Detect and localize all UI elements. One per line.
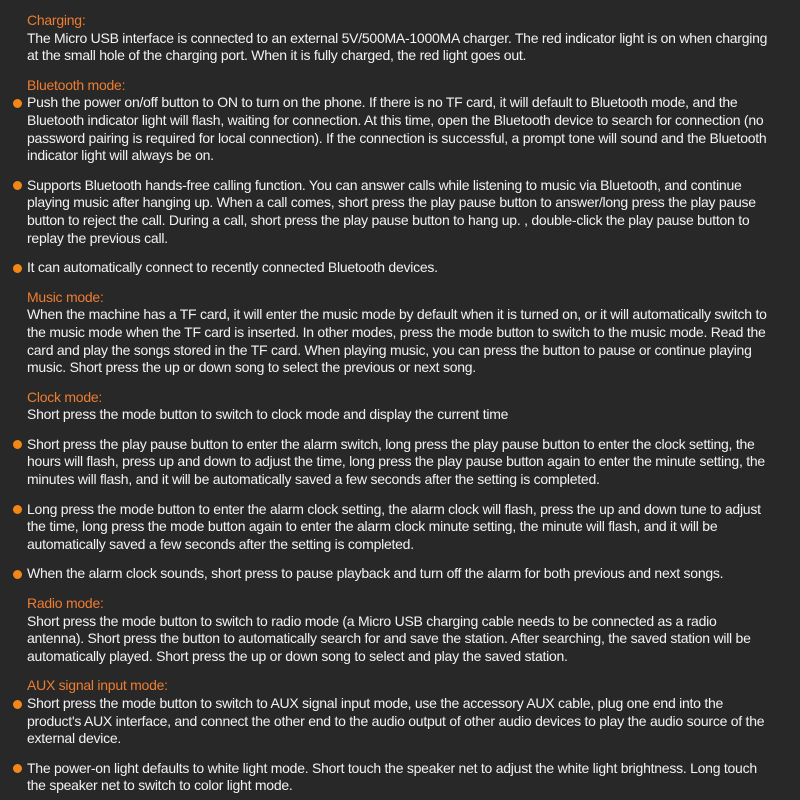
paragraph: The Micro USB interface is connected to an external 5V/500MA-1000MA charger. The red indicator light is on when charging at the small hole of the charging port. When it is fully charged, the red light goes out. — [27, 29, 768, 64]
bullet-dot-icon — [13, 440, 22, 449]
bullet-item — [27, 259, 776, 277]
section-heading: AUX signal input mode: — [27, 677, 168, 694]
bullet-item — [27, 565, 776, 583]
section-heading: Clock mode: — [27, 388, 103, 405]
bullet-item — [27, 94, 776, 164]
bullet-text: Short press the play pause button to enter the alarm switch, long press the play pause button to enter the clock setting, the hours will flash, press up and down to adjust the time, long press the play pause button again to enter the minute setting, the minutes will flash, and it will be automatically saved a few seconds after the setting is completed. — [27, 435, 765, 488]
paragraph: When the machine has a TF card, it will enter the music mode by default when it is turned on, or it will automatically switch to the music mode when the TF card is inserted. In other modes, press the mode button to switch to the music mode. Read the card and play the songs stored in the TF card. When playing music, you can press the button to pause or continue playing music. Short press the up or down song to select the previous or next song. — [27, 306, 767, 376]
bullet-text: The power-on light defaults to white light mode. Short touch the speaker net to adjust the white light brightness. Long touch the speaker net to switch to color light mode. — [27, 759, 757, 794]
paragraph: Short press the mode button to switch to clock mode and display the current time — [27, 406, 509, 423]
bullet-text: Supports Bluetooth hands-free calling function. You can answer calls while listening to music via Bluetooth, and continue playing music after hanging up. When a call comes, short press the play pause button to answer/long press the play pause button to reject the call. During a call, short press the play pause button to hang up. , double-click the play pause button to replay the previous call. — [27, 176, 756, 246]
bullet-text: Long press the mode button to enter the alarm clock setting, the alarm clock will flash, press the up and down tune to adjust the time, long press the mode button again to enter the alarm clock minute setting, the minute will flash, and it will be automatically saved a few seconds after the setting is completed. — [27, 500, 761, 552]
bullet-dot-icon — [13, 700, 22, 709]
bullet-item — [27, 501, 776, 554]
bullet-dot-icon — [13, 264, 22, 273]
section-heading: Bluetooth mode: — [27, 76, 126, 93]
section-heading: Music mode: — [27, 288, 104, 305]
bullet-dot-icon — [13, 99, 22, 108]
bullet-text: It can automatically connect to recently connected Bluetooth devices. — [27, 259, 438, 276]
bullet-dot-icon — [13, 505, 22, 514]
bullet-dot-icon — [13, 181, 22, 190]
bullet-text: Short press the mode button to switch to AUX signal input mode, use the accessory AUX cable, plug one end into the product's AUX interface, and connect the other end to the audio output of other audio devices to play the audio source of the external device. — [27, 695, 765, 747]
bullet-dot-icon — [13, 764, 22, 773]
instructions-content — [27, 12, 776, 795]
bullet-item — [27, 177, 776, 247]
bullet-item — [27, 436, 776, 489]
bullet-item — [27, 760, 776, 795]
bullet-dot-icon — [13, 570, 22, 579]
bullet-item — [27, 695, 776, 748]
bullet-text: Push the power on/off button to ON to turn on the phone. If there is no TF card, it will default to Bluetooth mode, and the Bluetooth indicator light will flash, waiting for connection. At this time, open the Bluetooth device to search for connection (no password pairing is required for local connection). If the connection is successful, a prompt tone will sound and the Bluetooth indicator light will always be on. — [27, 94, 767, 164]
section-heading: Charging: — [27, 12, 86, 28]
bullet-text: When the alarm clock sounds, short press to pause playback and turn off the alarm for both previous and next songs. — [27, 565, 724, 582]
paragraph: Short press the mode button to switch to radio mode (a Micro USB charging cable needs to be connected as a radio antenna). Short press the button to automatically search for and save the station. After searching, the saved station will be automatically played. Short press the up or down song to select and play the saved station. — [27, 612, 751, 664]
section-heading: Radio mode: — [27, 595, 104, 612]
